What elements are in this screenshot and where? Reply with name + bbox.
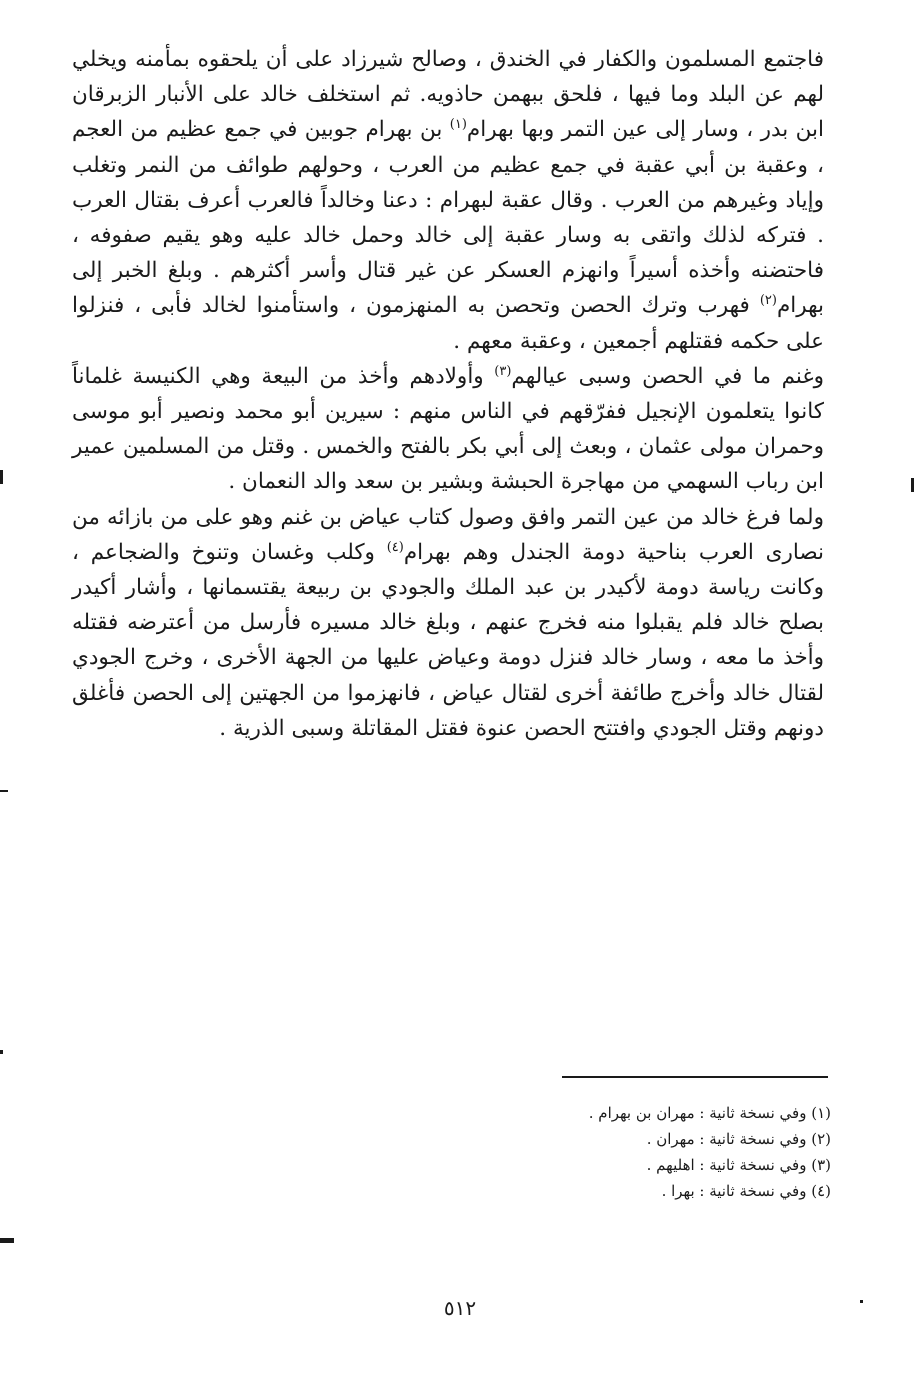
footnote-ref-1: (١): [449, 117, 467, 133]
text-segment: وكلب وغسان وتنوخ والضجاعم ، وكانت رياسة دومة لأكيدر بن عبد الملك والجودي بن ربيعة يقتسمانها ، وأشار أكيدر بصلح خالد فلم يقبلوا منه فخرج عنهم ، وبلغ خالد مسيره فأرسل من أعترضه فقتله وأخذ ما معه ، وسار خالد فنزل دومة وعياض عليها من الجهة الأخرى ، وخرج الجودي لقتال خالد وأخرج طائفة أخرى لقتال عياض ، فانهزموا من الجهتين إلى الحصن فأغلق دونهم وقتل الجودي وافتتح الحصن عنوة فقتل المقاتلة وسبى الذرية .: [72, 539, 824, 741]
footnote-3: (٣) وفي نسخة ثانية : اهليهم .: [646, 1156, 831, 1174]
scan-mark-right-2: [860, 1300, 863, 1303]
text-segment: بن بهرام جوبين في جمع عظيم من العجم ، وعقبة بن أبي عقبة في جمع عظيم من العرب ، وحولهم طوائف من النمر وتغلب وإياد وغيرهم من العرب . وقال عقبة لبهرام : دعنا وخالداً فالعرب أعرف بقتال العرب . فتركه لذلك واتقى به وسار عقبة إلى خالد وحمل خالد عليه وهو يقيم صفوفه ، فاحتضنه وأخذه أسيراً وانهزم العسكر عن غير قتال وأسر أكثرهم . وبلغ الخبر إلى بهرام: [72, 117, 824, 319]
text-segment: ولما فرغ خالد من عين التمر وافق وصول كتاب عياض بن غنم وهو على من بازائه من نصارى العرب بناحية دومة الجندل وهم بهرام: [72, 504, 824, 565]
scan-mark-left-2: [0, 790, 8, 792]
paragraph-1: [72, 42, 824, 359]
footnote-1: (١) وفي نسخة ثانية : مهران بن بهرام .: [588, 1104, 831, 1122]
text-segment: وأولادهم وأخذ من البيعة وهي الكنيسة غلماناً كانوا يتعلمون الإنجيل ففرّقهم في الناس منهم : سيرين أبو محمد ونصير أبو موسى وحمران مولى عثمان ، وبعث إلى أبي بكر بالفتح والخمس . وقتل من المسلمين عمير ابن رباب السهمي من مهاجرة الحبشة وبشير بن سعد والد النعمان .: [72, 363, 824, 495]
footnotes: [411, 1100, 831, 1204]
footnote-divider: [562, 1076, 828, 1078]
footnote-ref-2: (٢): [759, 293, 777, 309]
scan-mark-left-4: [0, 1238, 14, 1243]
footnote-2: (٢) وفي نسخة ثانية : مهران .: [646, 1130, 831, 1148]
text-segment: فهرب وترك الحصن وتحصن به المنهزمون ، واستأمنوا لخالد فأبى ، فنزلوا على حكمه فقتلهم أجمعين ، وعقبة معهم .: [72, 293, 824, 354]
paragraph-3: [72, 500, 824, 746]
scan-mark-left-3: [0, 1050, 3, 1054]
text-segment: وغنم ما في الحصن وسبى عيالهم: [511, 363, 824, 389]
footnote-4: (٤) وفي نسخة ثانية : بهرا .: [661, 1182, 831, 1200]
main-text: [72, 42, 824, 746]
scan-mark-left-1: [0, 470, 3, 484]
page-number: ٥١٢: [443, 1296, 477, 1320]
footnote-ref-4: (٤): [386, 539, 404, 555]
footnote-ref-3: (٣): [494, 363, 512, 379]
text-segment: فاجتمع المسلمون والكفار في الخندق ، وصالح شيرزاد على أن يلحقوه بمأمنه ويخلي لهم عن البلد وما فيها ، فلحق ببهمن حاذويه. ثم استخلف خالد على الأنبار الزبرقان ابن بدر ، وسار إلى عين التمر وبها بهرام: [72, 47, 824, 143]
scan-mark-right-1: [911, 478, 914, 492]
paragraph-2: [72, 359, 824, 500]
